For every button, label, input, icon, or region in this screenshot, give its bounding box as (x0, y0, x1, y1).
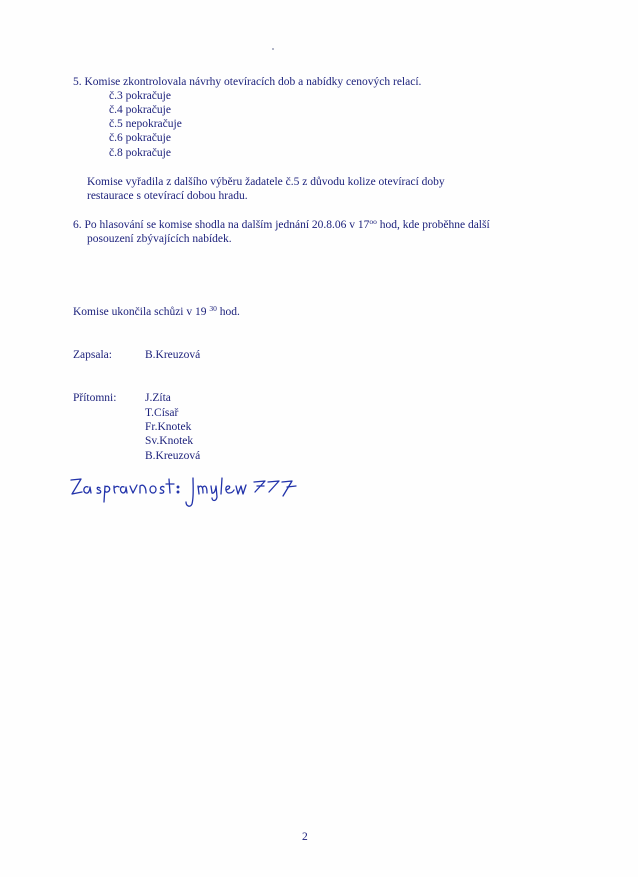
scan-speck (272, 48, 274, 50)
attendees-label: Přítomni: (73, 392, 117, 404)
item-5-note-line1: Komise vyřadila z dalšího výběru žadatele č.5 z důvodu kolize otevírací doby (87, 176, 445, 188)
list-item: č.8 pokračuje (109, 147, 171, 159)
attendee-name: B.Kreuzová (145, 450, 201, 462)
closing-text-a: Komise ukončila schůzi v 19 (73, 306, 210, 318)
list-item: č.5 nepokračuje (109, 118, 182, 130)
item-6-line1 (73, 218, 490, 233)
attendee-name: T.Císař (145, 407, 179, 419)
recorder-name: B.Kreuzová (145, 349, 201, 361)
recorder-label: Zapsala: (73, 349, 112, 361)
closing-text-b: hod. (216, 306, 240, 318)
page-number: 2 (302, 831, 308, 843)
item-6-line1-a: 6. Po hlasování se komise shodla na dalším jednání 20.8.06 v 17 (73, 219, 370, 231)
handwritten-signature (68, 470, 308, 510)
item-5-text: 5. Komise zkontrolovala návrhy otevíracích dob a nabídky cenových relací. (73, 76, 422, 88)
closing-line (73, 305, 240, 320)
list-item: č.4 pokračuje (109, 104, 171, 116)
attendee-name: Fr.Knotek (145, 421, 192, 433)
attendee-name: Sv.Knotek (145, 435, 194, 447)
item-5-note-line2: restaurace s otevírací dobou hradu. (87, 190, 248, 202)
item-6-line2: posouzení zbývajících nabídek. (87, 233, 232, 245)
list-item: č.6 pokračuje (109, 132, 171, 144)
item-6-line1-sup: oo (369, 217, 377, 226)
attendee-name: J.Zíta (145, 392, 171, 404)
list-item: č.3 pokračuje (109, 90, 171, 102)
closing-sup: 30 (209, 304, 217, 313)
item-6-line1-b: hod, kde proběhne další (376, 219, 490, 231)
